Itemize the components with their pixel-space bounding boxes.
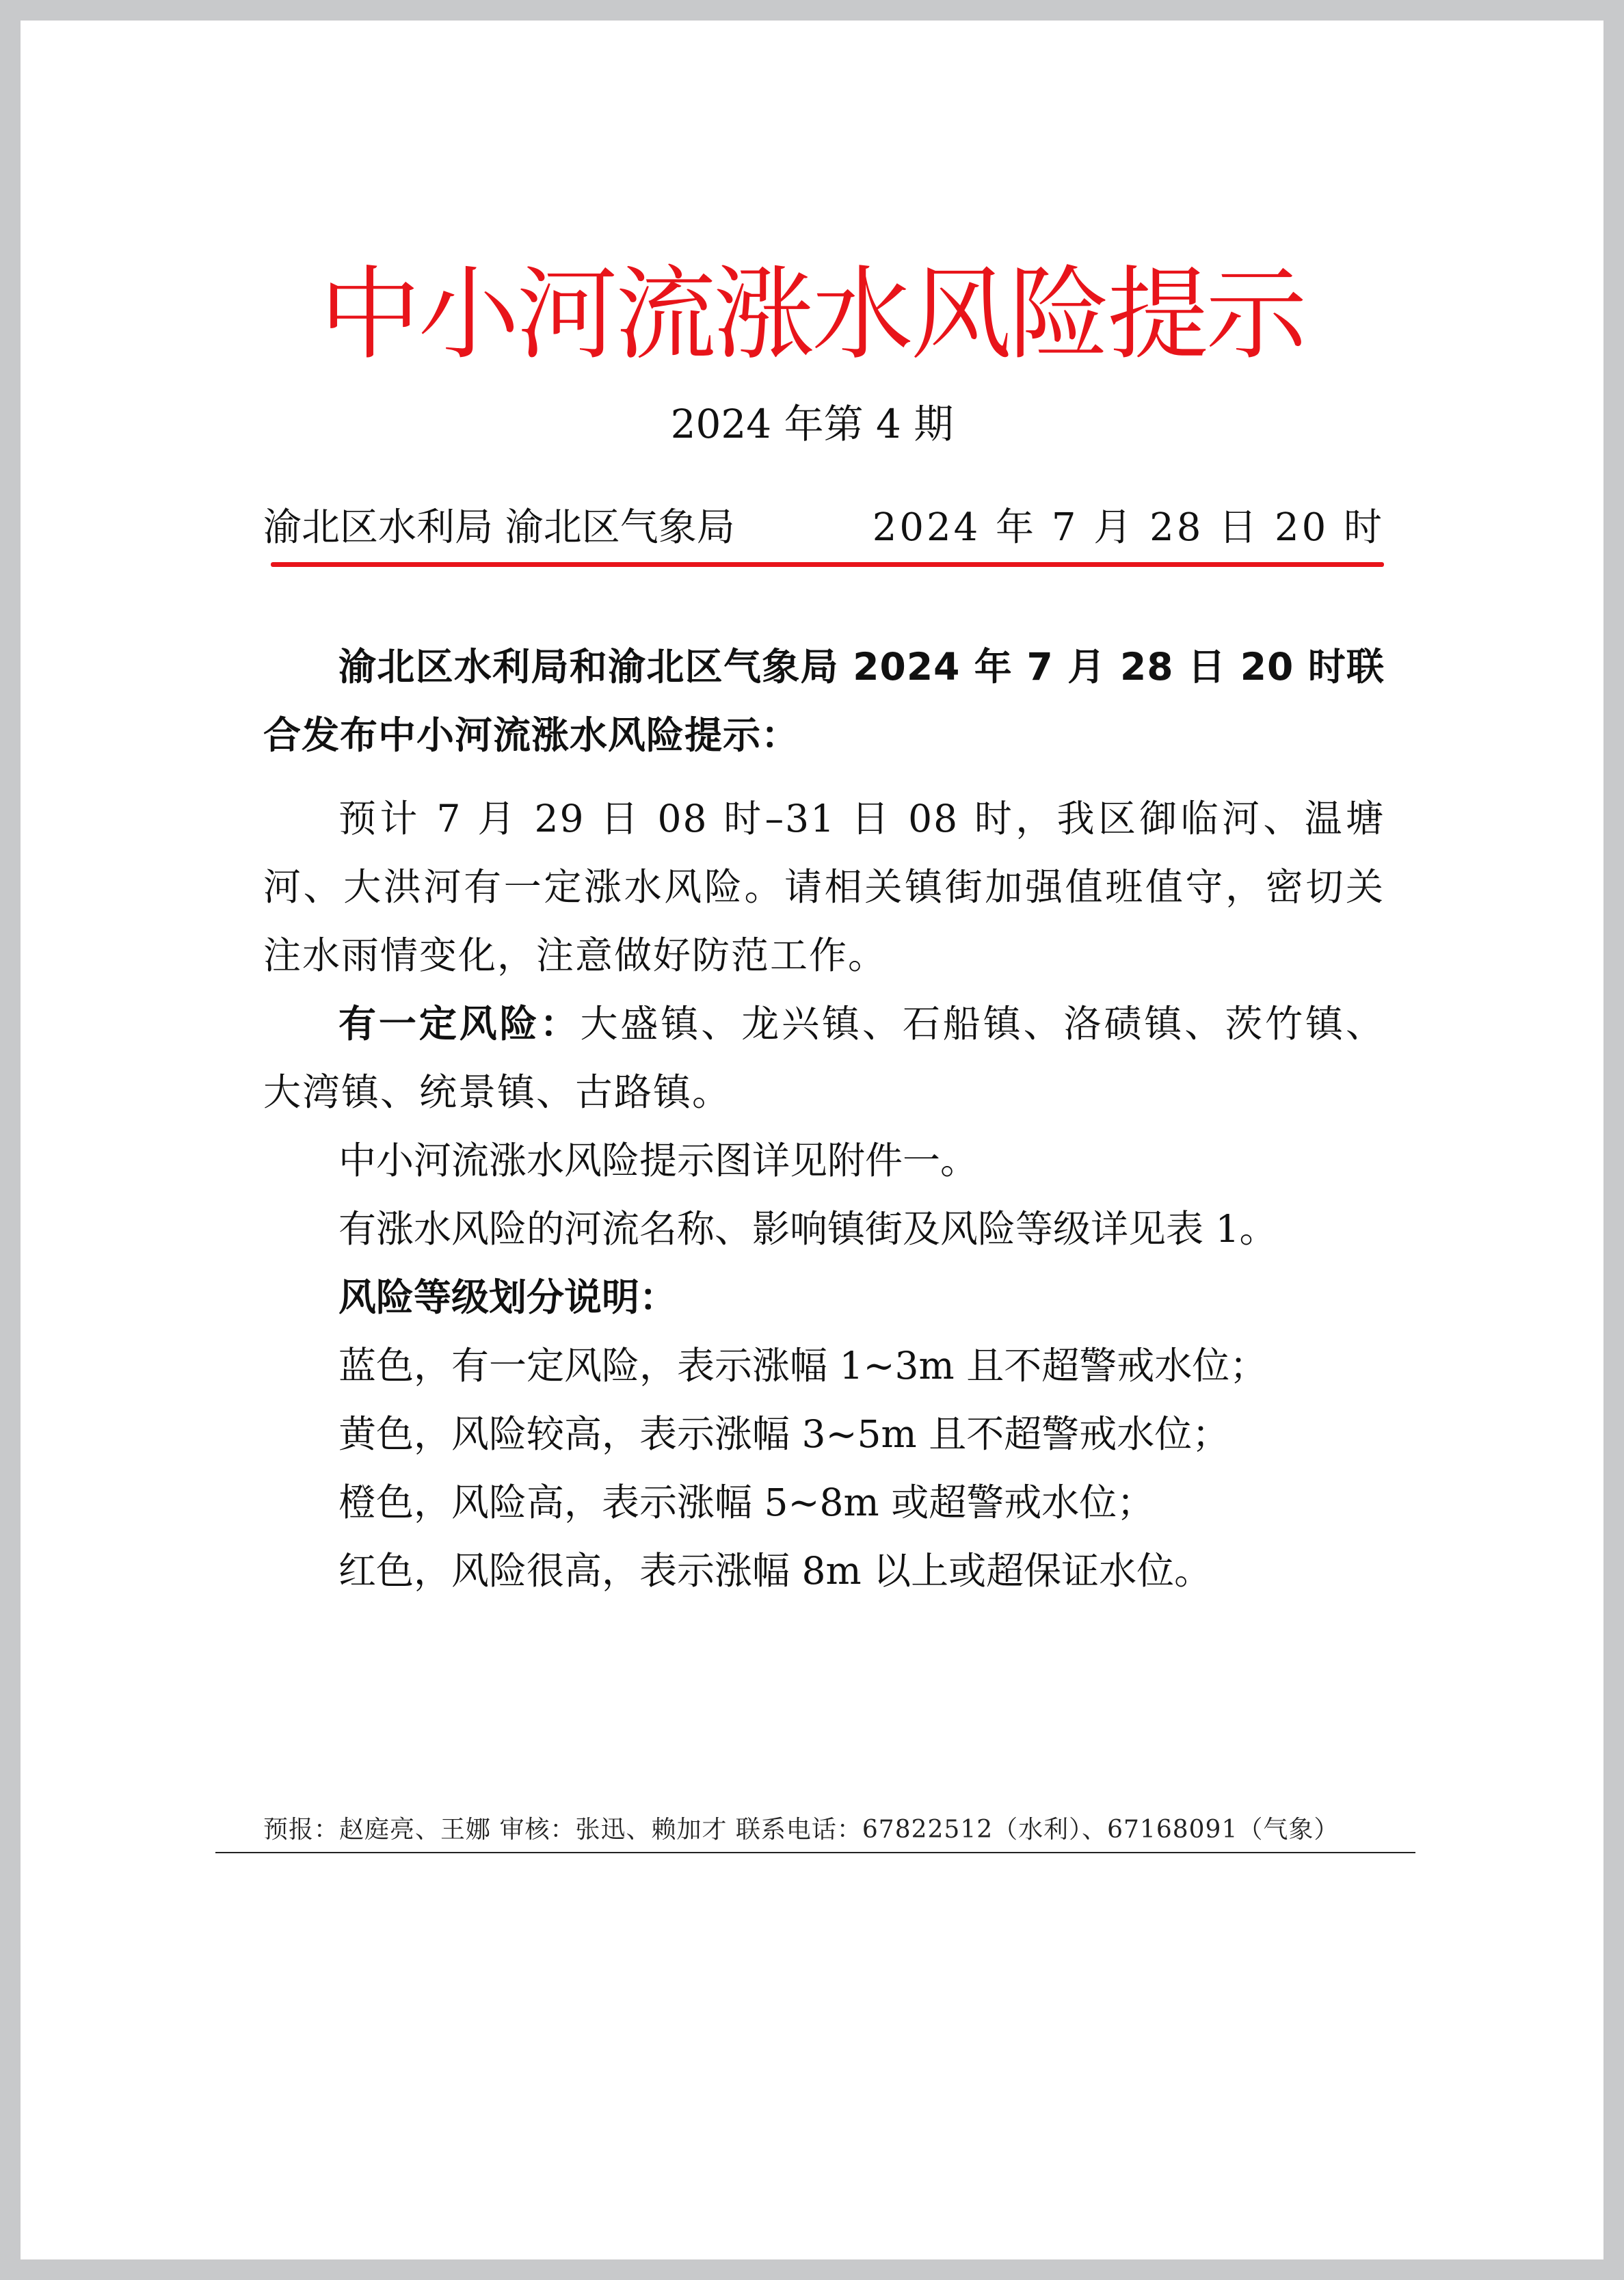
level-red: 红色，风险很高，表示涨幅 8m 以上或超保证水位。 xyxy=(338,1549,1212,1593)
attachment-note: 中小河流涨水风险提示图详见附件一。 xyxy=(338,1139,979,1182)
red-divider xyxy=(271,562,1384,567)
issue-time: 2024 年 7 月 28 日 20 时 xyxy=(872,505,1385,550)
document-body xyxy=(263,633,1385,1605)
lead-paragraph: 渝北区水利局和渝北区气象局 2024 年 7 月 28 日 20 时联合发布中小河流涨水风险提示： xyxy=(263,645,1385,757)
forecast-paragraph: 预计 7 月 29 日 08 时–31 日 08 时，我区御临河、温塘河、大洪河有一定涨水风险。请相关镇街加强值班值守，密切关注水雨情变化，注意做好防范工作。 xyxy=(263,797,1385,977)
level-orange: 橙色，风险高，表示涨幅 5~8m 或超警戒水位； xyxy=(338,1481,1155,1524)
footer-credits: 预报：赵庭亮、王娜 审核：张迅、赖加才 联系电话：67822512（水利）、67168091（气象） xyxy=(263,1816,1340,1844)
table-note: 有涨水风险的河流名称、影响镇街及风险等级详见表 1。 xyxy=(338,1207,1277,1251)
footer-divider xyxy=(215,1852,1415,1853)
issuer-line xyxy=(263,501,1385,555)
document-title: 中小河流涨水风险提示 xyxy=(319,256,1305,373)
level-yellow: 黄色，风险较高，表示涨幅 3~5m 且不超警戒水位； xyxy=(338,1412,1230,1456)
document-page xyxy=(21,21,1603,2259)
issuers: 渝北区水利局 渝北区气象局 xyxy=(263,505,735,550)
risk-label: 有一定风险： xyxy=(338,1002,581,1046)
levels-heading: 风险等级划分说明： xyxy=(338,1275,678,1319)
risk-towns: 大盛镇、龙兴镇、石船镇、洛碛镇、茨竹镇、大湾镇、统景镇、古路镇。 xyxy=(263,1002,1385,1114)
risk-paragraph xyxy=(263,990,1385,1126)
issue-number: 2024 年第 4 期 xyxy=(670,401,954,447)
level-blue: 蓝色，有一定风险，表示涨幅 1~3m 且不超警戒水位； xyxy=(338,1344,1268,1388)
